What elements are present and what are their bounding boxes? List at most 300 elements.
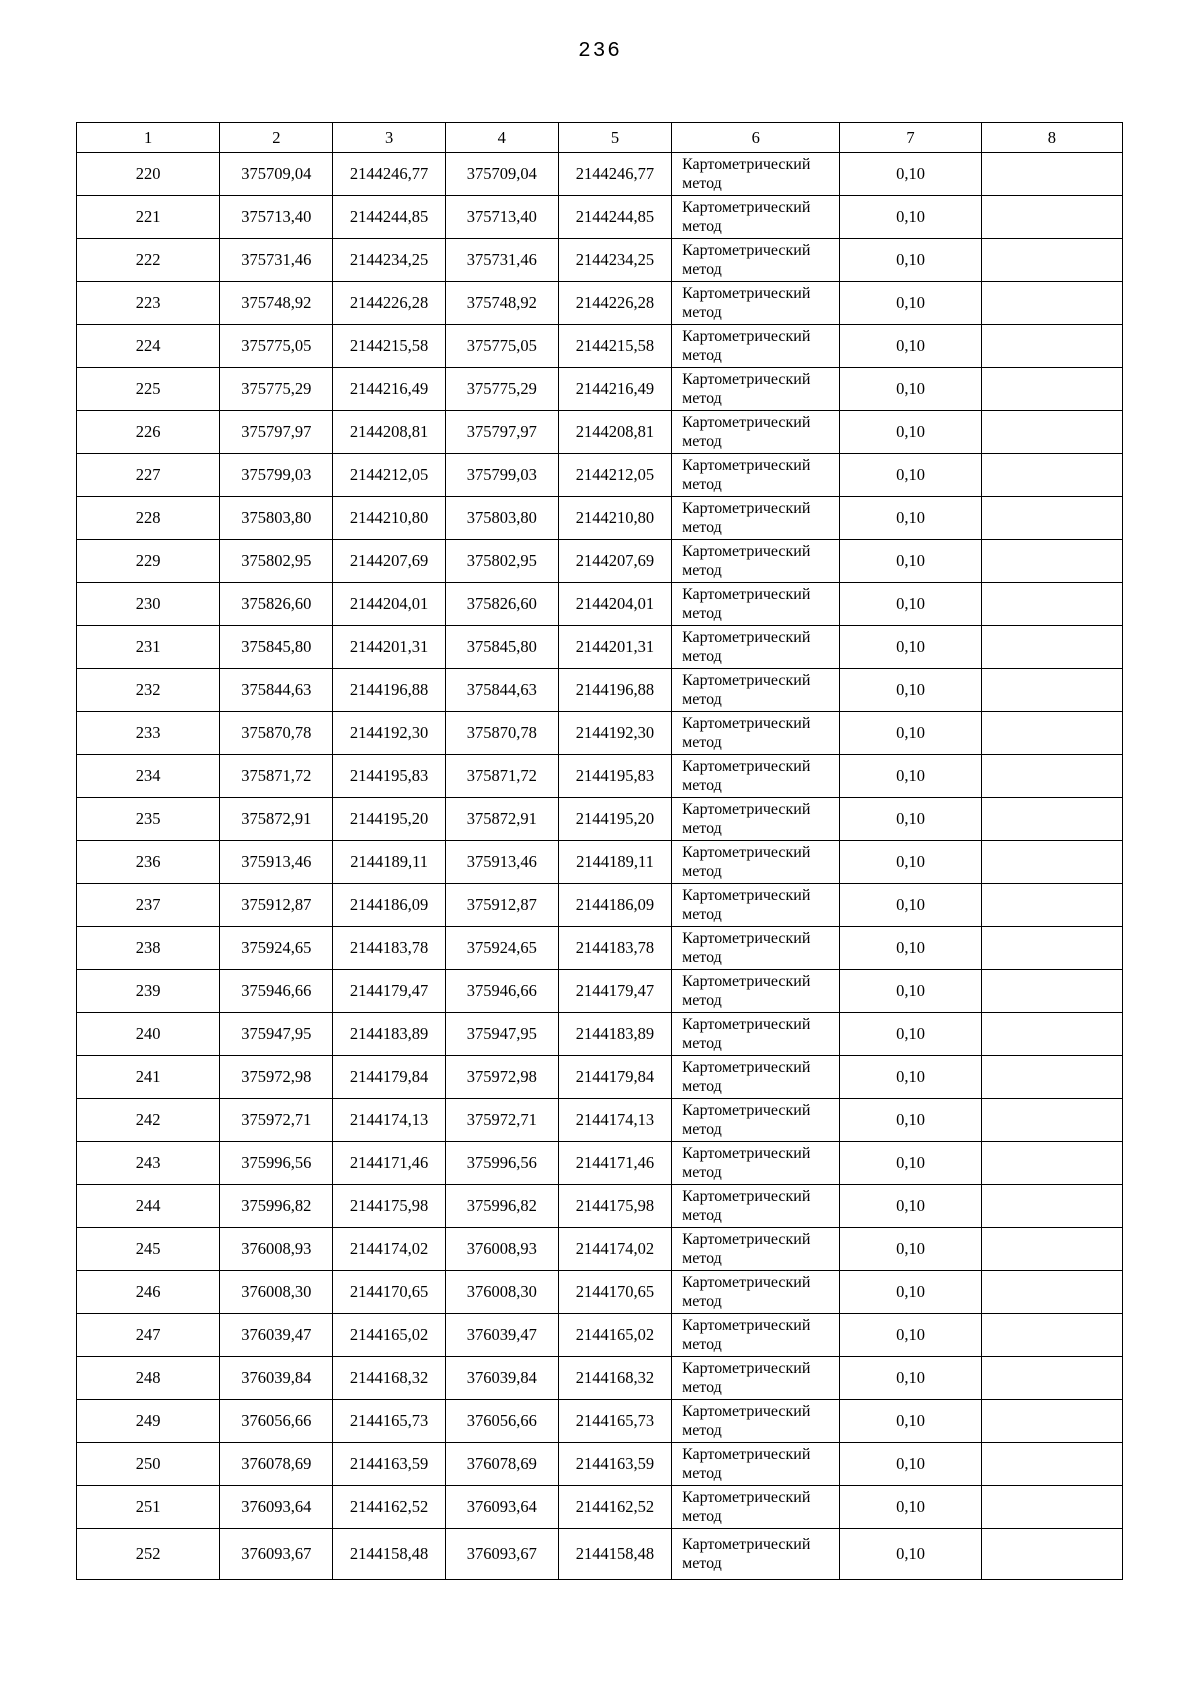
y-coordinate-cell: 2144210,80 bbox=[333, 497, 445, 540]
point-number-cell: 223 bbox=[77, 282, 220, 325]
accuracy-cell: 0,10 bbox=[840, 755, 981, 798]
x-coordinate-cell: 375924,65 bbox=[220, 927, 333, 970]
x-coordinate-cell: 376093,67 bbox=[445, 1529, 558, 1580]
method-cell bbox=[672, 1271, 840, 1314]
x-coordinate-cell: 375826,60 bbox=[445, 583, 558, 626]
note-cell bbox=[981, 626, 1122, 669]
y-coordinate-cell: 2144165,73 bbox=[558, 1400, 671, 1443]
x-coordinate-cell: 375797,97 bbox=[220, 411, 333, 454]
note-cell bbox=[981, 712, 1122, 755]
point-number-cell: 222 bbox=[77, 239, 220, 282]
accuracy-cell: 0,10 bbox=[840, 540, 981, 583]
method-text: Картометрический метод bbox=[682, 1360, 811, 1396]
method-cell bbox=[672, 411, 840, 454]
x-coordinate-cell: 375996,56 bbox=[220, 1142, 333, 1185]
table-row bbox=[77, 1185, 1123, 1228]
note-cell bbox=[981, 1486, 1122, 1529]
note-cell bbox=[981, 1529, 1122, 1580]
y-coordinate-cell: 2144189,11 bbox=[558, 841, 671, 884]
x-coordinate-cell: 375946,66 bbox=[220, 970, 333, 1013]
x-coordinate-cell: 376008,93 bbox=[445, 1228, 558, 1271]
y-coordinate-cell: 2144168,32 bbox=[333, 1357, 445, 1400]
accuracy-cell: 0,10 bbox=[840, 411, 981, 454]
table-row bbox=[77, 1099, 1123, 1142]
method-cell bbox=[672, 841, 840, 884]
accuracy-cell: 0,10 bbox=[840, 927, 981, 970]
y-coordinate-cell: 2144215,58 bbox=[333, 325, 445, 368]
table-row bbox=[77, 884, 1123, 927]
note-cell bbox=[981, 884, 1122, 927]
x-coordinate-cell: 375913,46 bbox=[220, 841, 333, 884]
method-text: Картометрический метод bbox=[682, 199, 811, 235]
x-coordinate-cell: 376056,66 bbox=[220, 1400, 333, 1443]
x-coordinate-cell: 376039,84 bbox=[445, 1357, 558, 1400]
method-cell bbox=[672, 497, 840, 540]
point-number-cell: 245 bbox=[77, 1228, 220, 1271]
y-coordinate-cell: 2144179,84 bbox=[558, 1056, 671, 1099]
y-coordinate-cell: 2144201,31 bbox=[333, 626, 445, 669]
accuracy-cell: 0,10 bbox=[840, 153, 981, 196]
y-coordinate-cell: 2144165,02 bbox=[558, 1314, 671, 1357]
accuracy-cell: 0,10 bbox=[840, 1228, 981, 1271]
point-number-cell: 232 bbox=[77, 669, 220, 712]
method-cell bbox=[672, 755, 840, 798]
y-coordinate-cell: 2144195,83 bbox=[333, 755, 445, 798]
y-coordinate-cell: 2144244,85 bbox=[558, 196, 671, 239]
accuracy-cell: 0,10 bbox=[840, 970, 981, 1013]
x-coordinate-cell: 376093,67 bbox=[220, 1529, 333, 1580]
note-cell bbox=[981, 1185, 1122, 1228]
accuracy-cell: 0,10 bbox=[840, 1357, 981, 1400]
method-cell bbox=[672, 884, 840, 927]
x-coordinate-cell: 376039,84 bbox=[220, 1357, 333, 1400]
method-text: Картометрический метод bbox=[682, 1059, 811, 1095]
point-number-cell: 239 bbox=[77, 970, 220, 1013]
x-coordinate-cell: 375912,87 bbox=[220, 884, 333, 927]
y-coordinate-cell: 2144171,46 bbox=[333, 1142, 445, 1185]
point-number-cell: 250 bbox=[77, 1443, 220, 1486]
method-text: Картометрический метод bbox=[682, 715, 811, 751]
table-header-row bbox=[77, 123, 1123, 153]
x-coordinate-cell: 375802,95 bbox=[445, 540, 558, 583]
point-number-cell: 241 bbox=[77, 1056, 220, 1099]
accuracy-cell: 0,10 bbox=[840, 1142, 981, 1185]
note-cell bbox=[981, 1142, 1122, 1185]
note-cell bbox=[981, 1357, 1122, 1400]
table-row bbox=[77, 755, 1123, 798]
note-cell bbox=[981, 497, 1122, 540]
note-cell bbox=[981, 454, 1122, 497]
y-coordinate-cell: 2144216,49 bbox=[333, 368, 445, 411]
x-coordinate-cell: 375870,78 bbox=[445, 712, 558, 755]
table-row bbox=[77, 798, 1123, 841]
y-coordinate-cell: 2144196,88 bbox=[558, 669, 671, 712]
table-row bbox=[77, 1228, 1123, 1271]
point-number-cell: 226 bbox=[77, 411, 220, 454]
table-row bbox=[77, 1013, 1123, 1056]
note-cell bbox=[981, 282, 1122, 325]
x-coordinate-cell: 375912,87 bbox=[445, 884, 558, 927]
point-number-cell: 247 bbox=[77, 1314, 220, 1357]
x-coordinate-cell: 375803,80 bbox=[445, 497, 558, 540]
note-cell bbox=[981, 153, 1122, 196]
point-number-cell: 237 bbox=[77, 884, 220, 927]
y-coordinate-cell: 2144226,28 bbox=[333, 282, 445, 325]
note-cell bbox=[981, 239, 1122, 282]
accuracy-cell: 0,10 bbox=[840, 1400, 981, 1443]
point-number-cell: 246 bbox=[77, 1271, 220, 1314]
note-cell bbox=[981, 583, 1122, 626]
point-number-cell: 249 bbox=[77, 1400, 220, 1443]
table-row bbox=[77, 497, 1123, 540]
table-row bbox=[77, 153, 1123, 196]
method-text: Картометрический метод bbox=[682, 629, 811, 665]
x-coordinate-cell: 375775,05 bbox=[220, 325, 333, 368]
method-cell bbox=[672, 153, 840, 196]
table-row bbox=[77, 1314, 1123, 1357]
y-coordinate-cell: 2144174,13 bbox=[558, 1099, 671, 1142]
point-number-cell: 248 bbox=[77, 1357, 220, 1400]
y-coordinate-cell: 2144174,13 bbox=[333, 1099, 445, 1142]
accuracy-cell: 0,10 bbox=[840, 669, 981, 712]
column-header: 4 bbox=[445, 123, 558, 153]
coordinates-table bbox=[76, 122, 1123, 1580]
x-coordinate-cell: 375803,80 bbox=[220, 497, 333, 540]
method-cell bbox=[672, 1056, 840, 1099]
method-cell bbox=[672, 282, 840, 325]
x-coordinate-cell: 375826,60 bbox=[220, 583, 333, 626]
x-coordinate-cell: 375775,05 bbox=[445, 325, 558, 368]
method-cell bbox=[672, 798, 840, 841]
accuracy-cell: 0,10 bbox=[840, 1013, 981, 1056]
x-coordinate-cell: 375996,82 bbox=[445, 1185, 558, 1228]
x-coordinate-cell: 376078,69 bbox=[220, 1443, 333, 1486]
x-coordinate-cell: 375748,92 bbox=[220, 282, 333, 325]
point-number-cell: 228 bbox=[77, 497, 220, 540]
x-coordinate-cell: 376078,69 bbox=[445, 1443, 558, 1486]
y-coordinate-cell: 2144195,20 bbox=[333, 798, 445, 841]
note-cell bbox=[981, 540, 1122, 583]
method-cell bbox=[672, 1013, 840, 1056]
accuracy-cell: 0,10 bbox=[840, 1529, 981, 1580]
method-cell bbox=[672, 1443, 840, 1486]
x-coordinate-cell: 376039,47 bbox=[220, 1314, 333, 1357]
y-coordinate-cell: 2144179,47 bbox=[558, 970, 671, 1013]
method-text: Картометрический метод bbox=[682, 1016, 811, 1052]
y-coordinate-cell: 2144162,52 bbox=[333, 1486, 445, 1529]
point-number-cell: 236 bbox=[77, 841, 220, 884]
table-row bbox=[77, 669, 1123, 712]
y-coordinate-cell: 2144174,02 bbox=[558, 1228, 671, 1271]
x-coordinate-cell: 375709,04 bbox=[445, 153, 558, 196]
y-coordinate-cell: 2144246,77 bbox=[558, 153, 671, 196]
x-coordinate-cell: 376093,64 bbox=[445, 1486, 558, 1529]
accuracy-cell: 0,10 bbox=[840, 1271, 981, 1314]
point-number-cell: 238 bbox=[77, 927, 220, 970]
y-coordinate-cell: 2144174,02 bbox=[333, 1228, 445, 1271]
y-coordinate-cell: 2144244,85 bbox=[333, 196, 445, 239]
method-cell bbox=[672, 1529, 840, 1580]
note-cell bbox=[981, 669, 1122, 712]
accuracy-cell: 0,10 bbox=[840, 368, 981, 411]
y-coordinate-cell: 2144158,48 bbox=[333, 1529, 445, 1580]
note-cell bbox=[981, 1013, 1122, 1056]
accuracy-cell: 0,10 bbox=[840, 1486, 981, 1529]
method-text: Картометрический метод bbox=[682, 758, 811, 794]
accuracy-cell: 0,10 bbox=[840, 325, 981, 368]
method-cell bbox=[672, 712, 840, 755]
y-coordinate-cell: 2144201,31 bbox=[558, 626, 671, 669]
note-cell bbox=[981, 325, 1122, 368]
y-coordinate-cell: 2144212,05 bbox=[558, 454, 671, 497]
point-number-cell: 234 bbox=[77, 755, 220, 798]
point-number-cell: 231 bbox=[77, 626, 220, 669]
y-coordinate-cell: 2144179,84 bbox=[333, 1056, 445, 1099]
x-coordinate-cell: 376093,64 bbox=[220, 1486, 333, 1529]
y-coordinate-cell: 2144195,20 bbox=[558, 798, 671, 841]
column-header: 1 bbox=[77, 123, 220, 153]
x-coordinate-cell: 375947,95 bbox=[445, 1013, 558, 1056]
table-row bbox=[77, 454, 1123, 497]
y-coordinate-cell: 2144204,01 bbox=[558, 583, 671, 626]
accuracy-cell: 0,10 bbox=[840, 712, 981, 755]
y-coordinate-cell: 2144195,83 bbox=[558, 755, 671, 798]
x-coordinate-cell: 376056,66 bbox=[445, 1400, 558, 1443]
point-number-cell: 243 bbox=[77, 1142, 220, 1185]
point-number-cell: 227 bbox=[77, 454, 220, 497]
x-coordinate-cell: 376008,30 bbox=[220, 1271, 333, 1314]
y-coordinate-cell: 2144183,78 bbox=[333, 927, 445, 970]
point-number-cell: 251 bbox=[77, 1486, 220, 1529]
table-row bbox=[77, 583, 1123, 626]
note-cell bbox=[981, 1228, 1122, 1271]
x-coordinate-cell: 375872,91 bbox=[220, 798, 333, 841]
y-coordinate-cell: 2144189,11 bbox=[333, 841, 445, 884]
note-cell bbox=[981, 798, 1122, 841]
point-number-cell: 252 bbox=[77, 1529, 220, 1580]
accuracy-cell: 0,10 bbox=[840, 1056, 981, 1099]
table-row bbox=[77, 1443, 1123, 1486]
page-number: 236 bbox=[578, 40, 622, 63]
point-number-cell: 221 bbox=[77, 196, 220, 239]
method-cell bbox=[672, 368, 840, 411]
y-coordinate-cell: 2144246,77 bbox=[333, 153, 445, 196]
x-coordinate-cell: 375709,04 bbox=[220, 153, 333, 196]
x-coordinate-cell: 375731,46 bbox=[220, 239, 333, 282]
x-coordinate-cell: 376008,93 bbox=[220, 1228, 333, 1271]
y-coordinate-cell: 2144196,88 bbox=[333, 669, 445, 712]
y-coordinate-cell: 2144192,30 bbox=[558, 712, 671, 755]
method-text: Картометрический метод bbox=[682, 844, 811, 880]
method-text: Картометрический метод bbox=[682, 414, 811, 450]
method-text: Картометрический метод bbox=[682, 1231, 811, 1267]
method-text: Картометрический метод bbox=[682, 543, 811, 579]
y-coordinate-cell: 2144168,32 bbox=[558, 1357, 671, 1400]
accuracy-cell: 0,10 bbox=[840, 1314, 981, 1357]
x-coordinate-cell: 375972,98 bbox=[220, 1056, 333, 1099]
y-coordinate-cell: 2144208,81 bbox=[333, 411, 445, 454]
y-coordinate-cell: 2144192,30 bbox=[333, 712, 445, 755]
table-row bbox=[77, 712, 1123, 755]
method-text: Картометрический метод bbox=[682, 672, 811, 708]
method-text: Картометрический метод bbox=[682, 156, 811, 192]
accuracy-cell: 0,10 bbox=[840, 583, 981, 626]
x-coordinate-cell: 375713,40 bbox=[220, 196, 333, 239]
y-coordinate-cell: 2144165,73 bbox=[333, 1400, 445, 1443]
note-cell bbox=[981, 841, 1122, 884]
y-coordinate-cell: 2144158,48 bbox=[558, 1529, 671, 1580]
method-cell bbox=[672, 1228, 840, 1271]
y-coordinate-cell: 2144215,58 bbox=[558, 325, 671, 368]
method-cell bbox=[672, 970, 840, 1013]
method-cell bbox=[672, 325, 840, 368]
column-header: 3 bbox=[333, 123, 445, 153]
method-cell bbox=[672, 1099, 840, 1142]
x-coordinate-cell: 375775,29 bbox=[445, 368, 558, 411]
y-coordinate-cell: 2144234,25 bbox=[558, 239, 671, 282]
note-cell bbox=[981, 927, 1122, 970]
x-coordinate-cell: 375972,71 bbox=[220, 1099, 333, 1142]
method-text: Картометрический метод bbox=[682, 887, 811, 923]
y-coordinate-cell: 2144163,59 bbox=[558, 1443, 671, 1486]
note-cell bbox=[981, 368, 1122, 411]
note-cell bbox=[981, 1099, 1122, 1142]
table-row bbox=[77, 1486, 1123, 1529]
method-cell bbox=[672, 1142, 840, 1185]
point-number-cell: 242 bbox=[77, 1099, 220, 1142]
method-cell bbox=[672, 1185, 840, 1228]
table-row bbox=[77, 1142, 1123, 1185]
x-coordinate-cell: 375996,56 bbox=[445, 1142, 558, 1185]
point-number-cell: 224 bbox=[77, 325, 220, 368]
accuracy-cell: 0,10 bbox=[840, 798, 981, 841]
note-cell bbox=[981, 970, 1122, 1013]
table-row bbox=[77, 970, 1123, 1013]
x-coordinate-cell: 375972,71 bbox=[445, 1099, 558, 1142]
y-coordinate-cell: 2144175,98 bbox=[333, 1185, 445, 1228]
x-coordinate-cell: 375775,29 bbox=[220, 368, 333, 411]
method-text: Картометрический метод bbox=[682, 1536, 811, 1572]
x-coordinate-cell: 375871,72 bbox=[445, 755, 558, 798]
y-coordinate-cell: 2144208,81 bbox=[558, 411, 671, 454]
method-text: Картометрический метод bbox=[682, 801, 811, 837]
method-cell bbox=[672, 454, 840, 497]
point-number-cell: 233 bbox=[77, 712, 220, 755]
accuracy-cell: 0,10 bbox=[840, 454, 981, 497]
table-row bbox=[77, 1056, 1123, 1099]
y-coordinate-cell: 2144207,69 bbox=[558, 540, 671, 583]
accuracy-cell: 0,10 bbox=[840, 1443, 981, 1486]
column-header: 5 bbox=[558, 123, 671, 153]
method-text: Картометрический метод bbox=[682, 242, 811, 278]
accuracy-cell: 0,10 bbox=[840, 884, 981, 927]
y-coordinate-cell: 2144170,65 bbox=[558, 1271, 671, 1314]
point-number-cell: 230 bbox=[77, 583, 220, 626]
method-cell bbox=[672, 1400, 840, 1443]
table-row bbox=[77, 841, 1123, 884]
accuracy-cell: 0,10 bbox=[840, 841, 981, 884]
x-coordinate-cell: 375802,95 bbox=[220, 540, 333, 583]
y-coordinate-cell: 2144216,49 bbox=[558, 368, 671, 411]
method-cell bbox=[672, 1357, 840, 1400]
note-cell bbox=[981, 1443, 1122, 1486]
table-row bbox=[77, 927, 1123, 970]
method-cell bbox=[672, 1486, 840, 1529]
method-text: Картометрический метод bbox=[682, 1489, 811, 1525]
y-coordinate-cell: 2144226,28 bbox=[558, 282, 671, 325]
y-coordinate-cell: 2144234,25 bbox=[333, 239, 445, 282]
method-text: Картометрический метод bbox=[682, 1403, 811, 1439]
table-row bbox=[77, 282, 1123, 325]
x-coordinate-cell: 375870,78 bbox=[220, 712, 333, 755]
point-number-cell: 244 bbox=[77, 1185, 220, 1228]
note-cell bbox=[981, 1314, 1122, 1357]
column-header: 2 bbox=[220, 123, 333, 153]
y-coordinate-cell: 2144183,89 bbox=[333, 1013, 445, 1056]
x-coordinate-cell: 375844,63 bbox=[220, 669, 333, 712]
x-coordinate-cell: 375872,91 bbox=[445, 798, 558, 841]
note-cell bbox=[981, 1400, 1122, 1443]
x-coordinate-cell: 375844,63 bbox=[445, 669, 558, 712]
x-coordinate-cell: 375799,03 bbox=[220, 454, 333, 497]
accuracy-cell: 0,10 bbox=[840, 1185, 981, 1228]
x-coordinate-cell: 375731,46 bbox=[445, 239, 558, 282]
y-coordinate-cell: 2144162,52 bbox=[558, 1486, 671, 1529]
x-coordinate-cell: 375947,95 bbox=[220, 1013, 333, 1056]
note-cell bbox=[981, 411, 1122, 454]
table-row bbox=[77, 540, 1123, 583]
y-coordinate-cell: 2144207,69 bbox=[333, 540, 445, 583]
x-coordinate-cell: 375748,92 bbox=[445, 282, 558, 325]
y-coordinate-cell: 2144186,09 bbox=[558, 884, 671, 927]
method-cell bbox=[672, 927, 840, 970]
table-row bbox=[77, 1529, 1123, 1580]
method-text: Картометрический метод bbox=[682, 1102, 811, 1138]
method-text: Картометрический метод bbox=[682, 1274, 811, 1310]
table-row bbox=[77, 196, 1123, 239]
y-coordinate-cell: 2144212,05 bbox=[333, 454, 445, 497]
table-row bbox=[77, 368, 1123, 411]
table-row bbox=[77, 626, 1123, 669]
x-coordinate-cell: 375799,03 bbox=[445, 454, 558, 497]
method-text: Картометрический метод bbox=[682, 371, 811, 407]
table-row bbox=[77, 411, 1123, 454]
point-number-cell: 220 bbox=[77, 153, 220, 196]
method-cell bbox=[672, 669, 840, 712]
method-text: Картометрический метод bbox=[682, 285, 811, 321]
y-coordinate-cell: 2144175,98 bbox=[558, 1185, 671, 1228]
note-cell bbox=[981, 1056, 1122, 1099]
note-cell bbox=[981, 755, 1122, 798]
method-text: Картометрический метод bbox=[682, 457, 811, 493]
method-text: Картометрический метод bbox=[682, 328, 811, 364]
table-row bbox=[77, 325, 1123, 368]
y-coordinate-cell: 2144170,65 bbox=[333, 1271, 445, 1314]
x-coordinate-cell: 375996,82 bbox=[220, 1185, 333, 1228]
table-row bbox=[77, 1357, 1123, 1400]
y-coordinate-cell: 2144163,59 bbox=[333, 1443, 445, 1486]
accuracy-cell: 0,10 bbox=[840, 282, 981, 325]
x-coordinate-cell: 375913,46 bbox=[445, 841, 558, 884]
accuracy-cell: 0,10 bbox=[840, 1099, 981, 1142]
method-cell bbox=[672, 1314, 840, 1357]
method-text: Картометрический метод bbox=[682, 930, 811, 966]
x-coordinate-cell: 375924,65 bbox=[445, 927, 558, 970]
table-row bbox=[77, 239, 1123, 282]
accuracy-cell: 0,10 bbox=[840, 239, 981, 282]
x-coordinate-cell: 375845,80 bbox=[445, 626, 558, 669]
x-coordinate-cell: 375797,97 bbox=[445, 411, 558, 454]
